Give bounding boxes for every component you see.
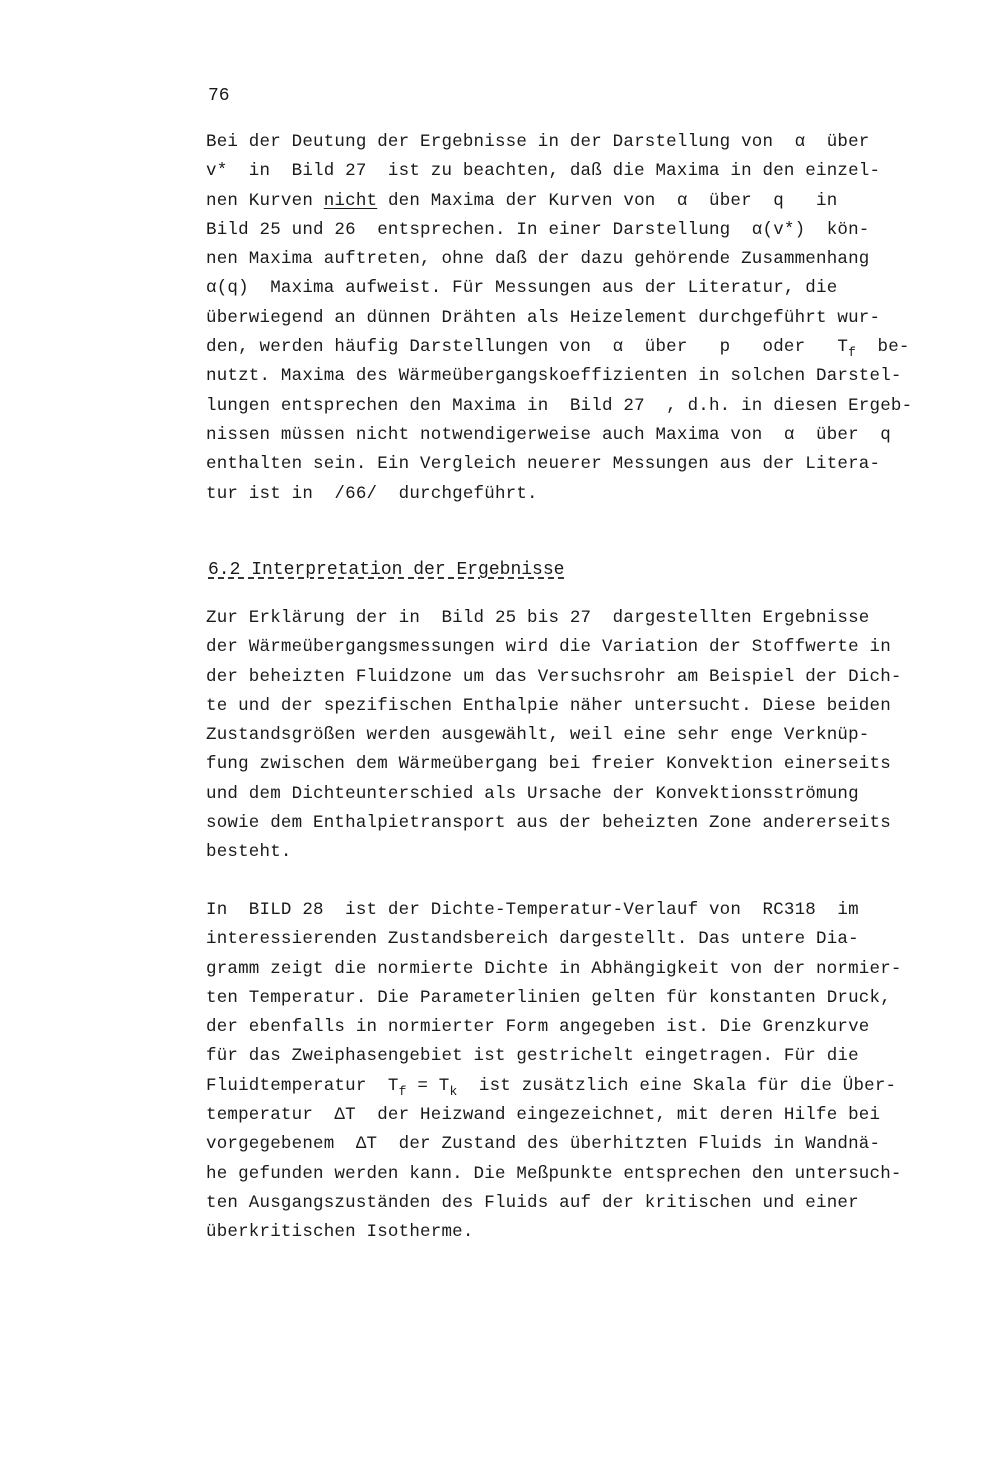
text-run: ist zusätzlich eine Skala für die Über- <box>457 1075 897 1096</box>
text-line <box>206 333 966 362</box>
text-line: tur ist in /66/ durchgeführt. <box>206 483 538 504</box>
text-line: enthalten sein. Ein Vergleich neuerer Messungen aus der Litera- <box>206 454 881 475</box>
text-line: gramm zeigt die normierte Dichte in Abhängigkeit von der normier- <box>206 958 902 979</box>
text-run: den, werden häufig Darstellungen von α über p oder T <box>206 337 849 358</box>
text-line: te und der spezifischen Enthalpie näher untersucht. Diese beiden <box>206 695 891 716</box>
text-line: lungen entsprechen den Maxima in Bild 27 , d.h. in diesen Ergeb- <box>206 395 913 416</box>
text-line: temperatur ΔT der Heizwand eingezeichnet, mit deren Hilfe bei <box>206 1105 881 1126</box>
text-line: Bei der Deutung der Ergebnisse in der Darstellung von α über <box>206 132 870 152</box>
text-line: ten Ausgangszuständen des Fluids auf der kritischen und einer <box>206 1192 859 1213</box>
text-line: α(q) Maxima aufweist. Für Messungen aus der Literatur, die <box>206 278 838 299</box>
text-run: Fluidtemperatur T <box>206 1075 399 1096</box>
text-run: den Maxima der Kurven von α über q in <box>377 190 838 211</box>
text-run: nen Kurven <box>206 190 324 211</box>
subscript: f <box>848 345 857 361</box>
text-line <box>206 1072 966 1101</box>
text-line: v* in Bild 27 ist zu beachten, daß die Maxima in den einzel- <box>206 161 881 182</box>
section-heading: 6.2 Interpretation der Ergebnisse <box>208 560 565 580</box>
text-line: und dem Dichteunterschied als Ursache der Konvektionsströmung <box>206 783 859 804</box>
page-number: 76 <box>208 86 230 106</box>
paragraph-explanation <box>206 604 966 868</box>
text-line: der Wärmeübergangsmessungen wird die Variation der Stoffwerte in <box>206 637 891 658</box>
text-line <box>206 187 966 216</box>
text-line: sowie dem Enthalpietransport aus der beheizten Zone andererseits <box>206 813 891 834</box>
text-line: fung zwischen dem Wärmeübergang bei freier Konvektion einerseits <box>206 754 891 775</box>
text-run: be- <box>856 337 910 358</box>
text-line: interessierenden Zustandsbereich dargestellt. Das untere Dia- <box>206 929 859 950</box>
text-line: Bild 25 und 26 entsprechen. In einer Darstellung α(v*) kön- <box>206 219 870 240</box>
text-line: nutzt. Maxima des Wärmeübergangskoeffizienten in solchen Darstel- <box>206 366 902 387</box>
text-line: Zustandsgrößen werden ausgewählt, weil eine sehr enge Verknüp- <box>206 725 870 746</box>
text-line: überkritischen Isotherme. <box>206 1222 474 1243</box>
text-line: für das Zweiphasengebiet ist gestrichelt eingetragen. Für die <box>206 1046 859 1067</box>
text-line: besteht. <box>206 842 292 863</box>
text-line: vorgegebenem ΔT der Zustand des überhitzten Fluids in Wandnä- <box>206 1134 881 1155</box>
text-line: der ebenfalls in normierter Form angegeben ist. Die Grenzkurve <box>206 1017 870 1038</box>
text-line: nen Maxima auftreten, ohne daß der dazu gehörende Zusammenhang <box>206 249 870 270</box>
text-line: In BILD 28 ist der Dichte-Temperatur-Verlauf von RC318 im <box>206 900 859 920</box>
text-line: überwiegend an dünnen Drähten als Heizelement durchgeführt wur- <box>206 307 881 328</box>
text-line: Zur Erklärung der in Bild 25 bis 27 dargestellten Ergebnisse <box>206 608 870 628</box>
text-line: nissen müssen nicht notwendigerweise auch Maxima von α über q <box>206 424 891 445</box>
subscript: k <box>449 1083 458 1099</box>
text-line: der beheizten Fluidzone um das Versuchsrohr am Beispiel der Dich- <box>206 666 902 687</box>
paragraph-bild-28 <box>206 896 966 1248</box>
subscript: f <box>398 1083 407 1099</box>
text-run: = T <box>406 1075 450 1096</box>
text-line: he gefunden werden kann. Die Meßpunkte entsprechen den untersuch- <box>206 1163 902 1184</box>
paragraph-alpha-discussion <box>206 128 966 509</box>
text-line: ten Temperatur. Die Parameterlinien gelten für konstanten Druck, <box>206 987 891 1008</box>
emphasis-underlined: nicht <box>323 190 378 211</box>
